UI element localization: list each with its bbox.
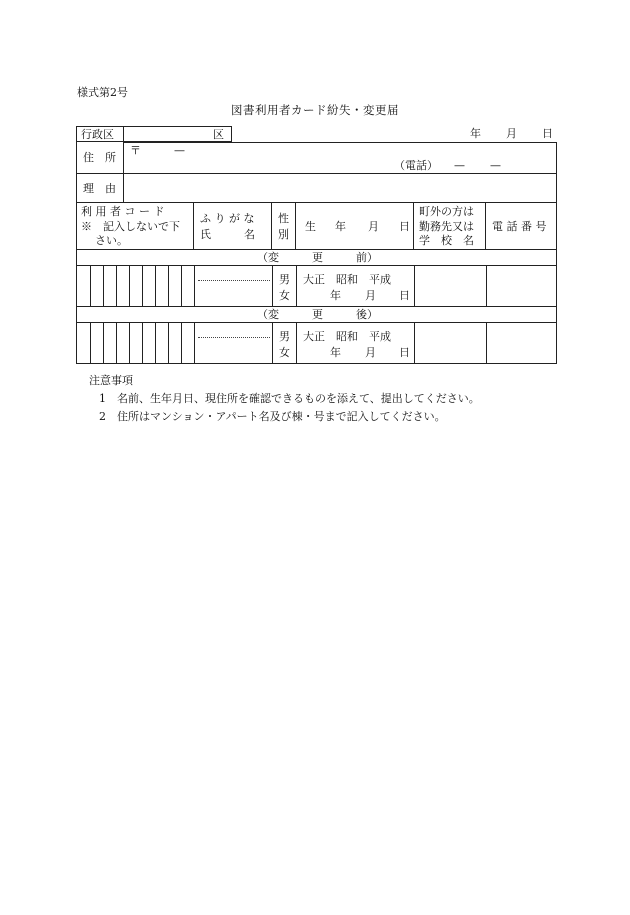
phone-dash-2: —	[490, 159, 501, 172]
before-user-code-boxes[interactable]	[77, 266, 195, 306]
reason-input-cell[interactable]	[124, 174, 557, 203]
district-label-cell	[76, 126, 124, 142]
sex-label-line2: 別	[278, 228, 289, 241]
furigana-dotted-line	[198, 337, 270, 338]
address-label: 住 所	[83, 151, 116, 164]
code-box[interactable]	[91, 266, 104, 306]
furigana-label: ふ り が な	[200, 212, 255, 225]
birth-day-slot: 日	[399, 289, 410, 302]
sex-male-option[interactable]: 男	[279, 273, 290, 286]
code-box[interactable]	[169, 266, 182, 306]
user-code-header-line3: さい。	[95, 234, 128, 247]
birth-year-label: 年	[335, 220, 346, 233]
after-data-row	[76, 323, 557, 364]
code-box[interactable]	[77, 323, 91, 363]
after-name-cell[interactable]	[195, 323, 273, 363]
before-phone-cell[interactable]	[487, 266, 557, 306]
form-number: 様式第2号	[77, 86, 128, 99]
birth-day-slot: 日	[399, 346, 410, 359]
reason-label: 理 由	[83, 182, 116, 195]
before-section-label-row	[76, 250, 557, 266]
after-user-code-boxes[interactable]	[77, 323, 195, 363]
phone-label: （電話）	[394, 159, 438, 172]
note-text: 名前、生年月日、現住所を確認できるものを添えて、提出してください。	[117, 392, 480, 405]
furigana-dotted-line	[198, 280, 270, 281]
code-box[interactable]	[91, 323, 104, 363]
date-year-label: 年	[470, 127, 481, 140]
phone-number-label: 電 話 番 号	[492, 220, 547, 233]
name-header	[194, 203, 272, 250]
code-box[interactable]	[130, 266, 143, 306]
sex-male-option[interactable]: 男	[279, 330, 290, 343]
after-section-label: （変 更 後）	[257, 308, 378, 321]
phone-number-header	[486, 203, 557, 250]
user-code-header-line2: ※ 記入しないで下	[81, 220, 180, 233]
after-section-label-row	[76, 307, 557, 323]
note-number: 1	[99, 392, 106, 405]
after-outside-cell[interactable]	[415, 323, 487, 363]
code-box[interactable]	[77, 266, 91, 306]
birth-month-slot: 月	[365, 346, 376, 359]
district-label: 行政区	[81, 128, 114, 141]
before-birthdate-cell[interactable]	[297, 266, 415, 306]
era-options[interactable]: 大正 昭和 平成	[303, 273, 391, 286]
address-label-cell	[76, 142, 124, 174]
birth-month-slot: 月	[365, 289, 376, 302]
note-item	[99, 392, 480, 405]
before-sex-cell[interactable]	[273, 266, 297, 306]
before-outside-cell[interactable]	[415, 266, 487, 306]
sex-header	[272, 203, 296, 250]
outside-label-line1: 町外の方は	[419, 205, 474, 218]
code-box[interactable]	[182, 266, 195, 306]
outside-label-line2: 勤務先又は	[419, 220, 474, 233]
code-box[interactable]	[143, 323, 156, 363]
reason-label-cell	[76, 174, 124, 203]
note-number: 2	[99, 410, 106, 423]
before-name-cell[interactable]	[195, 266, 273, 306]
notes-title: 注意事項	[89, 374, 133, 387]
birth-year-slot: 年	[330, 289, 341, 302]
code-box[interactable]	[130, 323, 143, 363]
user-code-header	[76, 203, 194, 250]
code-box[interactable]	[182, 323, 195, 363]
code-box[interactable]	[156, 323, 169, 363]
code-box[interactable]	[169, 323, 182, 363]
code-box[interactable]	[143, 266, 156, 306]
code-box[interactable]	[117, 266, 130, 306]
note-item	[99, 410, 446, 423]
after-sex-cell[interactable]	[273, 323, 297, 363]
district-input-cell[interactable]	[124, 126, 232, 142]
code-box[interactable]	[156, 266, 169, 306]
birthdate-header	[296, 203, 414, 250]
postal-dash: —	[174, 144, 185, 157]
name-label: 氏 名	[200, 228, 255, 241]
after-birthdate-cell[interactable]	[297, 323, 415, 363]
before-data-row	[76, 266, 557, 307]
ward-suffix: 区	[213, 128, 224, 141]
code-box[interactable]	[104, 323, 117, 363]
outside-label-line3: 学 校 名	[419, 234, 474, 247]
birth-month-label: 月	[368, 220, 379, 233]
user-code-header-line1: 利 用 者 コ ー ド	[81, 205, 165, 218]
phone-dash-1: —	[454, 159, 465, 172]
code-box[interactable]	[117, 323, 130, 363]
address-input-cell[interactable]	[124, 142, 557, 174]
sex-label-line1: 性	[278, 212, 289, 225]
code-box[interactable]	[104, 266, 117, 306]
era-options[interactable]: 大正 昭和 平成	[303, 330, 391, 343]
note-text: 住所はマンション・アパート名及び棟・号まで記入してください。	[117, 410, 446, 423]
sex-female-option[interactable]: 女	[279, 289, 290, 302]
date-day-label: 日	[542, 127, 553, 140]
sex-female-option[interactable]: 女	[279, 346, 290, 359]
birth-day-label: 日	[399, 220, 410, 233]
date-month-label: 月	[506, 127, 517, 140]
outside-header	[414, 203, 486, 250]
postal-mark: 〒	[130, 144, 141, 157]
birth-year-slot: 年	[330, 346, 341, 359]
page-title: 図書利用者カード紛失・変更届	[231, 103, 399, 117]
birth-label: 生	[305, 220, 316, 233]
before-section-label: （変 更 前）	[257, 251, 378, 264]
after-phone-cell[interactable]	[487, 323, 557, 363]
